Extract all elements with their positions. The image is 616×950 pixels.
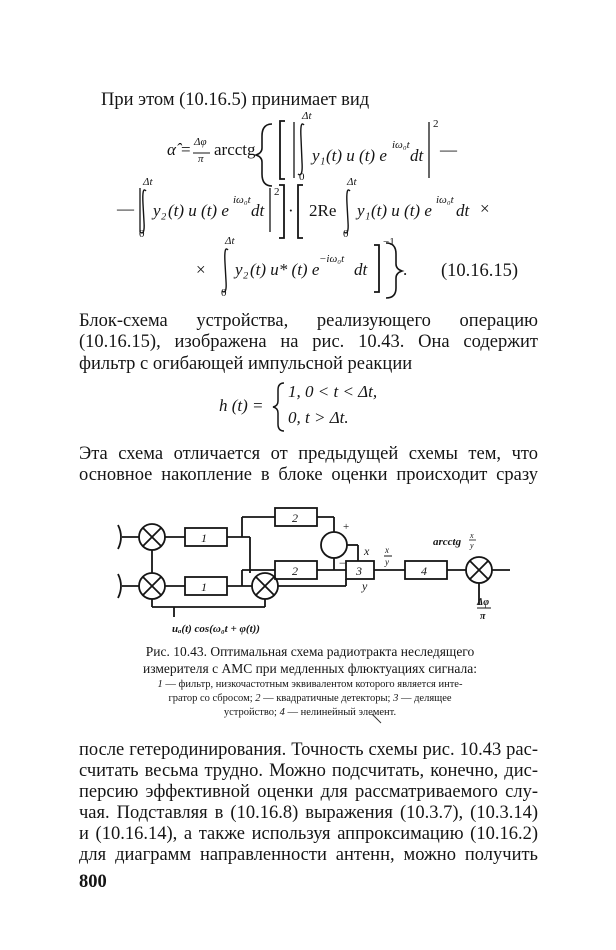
legend-text-4: — делящее: [398, 693, 452, 704]
dot-operator: ·: [288, 201, 294, 220]
term-y1-2: y₁: [357, 201, 371, 220]
period: .: [403, 260, 408, 279]
caption-line-2: измерителя с АМС при медленных флюктуациях сигнала:: [142, 661, 477, 676]
block-diagram: [0, 495, 616, 645]
subtractor: [321, 532, 347, 558]
exponent-pos-2: iω₀t: [233, 194, 251, 206]
legend-text-1: — фильтр, низкочастотным эквивалентом которого является инте-: [162, 679, 463, 690]
legend-num-3: 3: [393, 693, 399, 704]
legend-text-5: устройство;: [223, 707, 280, 718]
integral-upper-limit-4: Δt: [225, 235, 235, 247]
fraction-denominator: π: [198, 153, 204, 165]
exponent-neg: −iω₀t: [319, 253, 345, 265]
ratio-x: x: [385, 545, 389, 555]
paragraph-1-line-1: Блок-схема устройства, реализующего операцию: [79, 311, 538, 331]
exponent-pos-3: iω₀t: [436, 194, 454, 206]
term-y2-2: y₂: [235, 260, 249, 279]
differential-dt-3: dt: [456, 201, 470, 220]
scan-mark: [370, 713, 384, 725]
legend-text-2: гратор со сбросом;: [168, 693, 256, 704]
term-y1: y₁: [312, 146, 326, 165]
paragraph-1-line-3: фильтр с огибающей импульсной реакции: [79, 354, 413, 374]
term-u-2: (t) u (t) e: [168, 201, 229, 220]
label-block-1b: 1: [201, 580, 207, 594]
equals-sign: =: [181, 140, 191, 159]
input-signal-label: uₐ(t) cos(ω₀t + φ(t)): [172, 623, 260, 635]
integral-upper-limit: Δt: [302, 110, 312, 122]
legend-line-3: [101, 706, 519, 720]
term-y2: y₂: [153, 201, 167, 220]
paragraph-1-line-2: (10.16.15), изображена на рис. 10.43. Она содержит: [79, 332, 538, 352]
legend-line-1: [101, 678, 519, 692]
label-minus: −: [339, 556, 346, 570]
exponent-pos: iω₀t: [392, 139, 410, 151]
label-x: x: [364, 544, 370, 558]
output-denominator: π: [480, 611, 486, 622]
paragraph-3-line-1: после гетеродинирования. Точность схемы рис. 10.43 рас-: [79, 740, 538, 760]
output-numerator: Δφ: [477, 597, 490, 608]
figure-legend: [101, 678, 519, 720]
label-plus: +: [343, 521, 350, 533]
differential-dt-2: dt: [251, 201, 265, 220]
square-exponent: 2: [433, 118, 439, 130]
intro-text: При этом (10.16.5) принимает вид: [101, 90, 370, 110]
square-exponent-2: 2: [274, 186, 280, 198]
legend-text-3: — квадратичные детекторы;: [260, 693, 394, 704]
inverse-exponent: −1: [383, 236, 395, 248]
minus-sign: —: [440, 140, 457, 159]
times-sign-2: ×: [196, 260, 206, 279]
integral-upper-limit-3: Δt: [347, 176, 357, 188]
paragraph-3-line-5: и (10.16.14), а также используя аппроксимацию (10.16.2): [79, 824, 538, 844]
caption-line-1: Рис. 10.43. Оптимальная схема радиотракта неследящего: [145, 644, 475, 659]
h-equation-lhs: h (t) =: [219, 396, 264, 415]
legend-num-4: 4: [279, 707, 285, 718]
paragraph-2-line-1: Эта схема отличается от предыдущей схемы тем, что: [79, 444, 538, 464]
legend-num-1: 1: [157, 679, 163, 690]
integral-upper-limit-2: Δt: [143, 176, 153, 188]
paragraph-3-line-2: считать весьма трудно. Можно подсчитать, конечно, дис-: [79, 761, 538, 781]
arcctg-numerator: x: [470, 531, 474, 540]
two-re: 2Re: [309, 201, 337, 220]
page-number: 800: [79, 872, 107, 892]
paragraph-3-line-6: для диаграмм направленности антенн, можно получить: [79, 845, 538, 865]
times-sign: ×: [480, 199, 490, 218]
term-u-3: (t) u (t) e: [371, 201, 432, 220]
paragraph-2-line-2: основное накопление в блоке оценки происходит сразу: [79, 465, 538, 485]
legend-line-2: [101, 692, 519, 706]
term-u-star: (t) u* (t) e: [250, 260, 320, 279]
differential-dt-4: dt: [354, 260, 368, 279]
equation-brackets: [0, 0, 616, 300]
label-block-2b: 2: [292, 564, 298, 578]
fraction-numerator: Δφ: [194, 136, 207, 148]
ratio-y: y: [385, 557, 389, 567]
integral-lower-limit-4: 0: [221, 287, 227, 299]
differential-dt: dt: [410, 146, 424, 165]
label-y: y: [362, 579, 368, 593]
term-u: (t) u (t) e: [326, 146, 387, 165]
arcctg-denominator: y: [470, 541, 474, 550]
h-equation-case-2: 0, t > Δt.: [288, 408, 349, 427]
antenna-2-icon: [118, 574, 121, 598]
antenna-1-icon: [118, 525, 121, 549]
h-equation-case-1: 1, 0 < t < Δt,: [288, 382, 378, 401]
alpha-hat: α̂: [167, 140, 176, 159]
label-block-1a: 1: [201, 531, 207, 545]
paragraph-3-line-3: персию эффективной оценки для рассматриваемого слу-: [79, 782, 538, 802]
integral-lower-limit-2: 0: [139, 228, 145, 240]
label-block-3: 3: [356, 564, 362, 578]
legend-num-2: 2: [255, 693, 261, 704]
h-equation-brace: [272, 381, 286, 433]
equation-label: (10.16.15): [441, 261, 519, 281]
paragraph-3-line-4: чая. Подставляя в (10.16.8) выражения (10.3.7), (10.3.14): [79, 803, 538, 823]
minus-sign-2: —: [117, 199, 134, 218]
arcctg-function: arcctg: [214, 140, 256, 159]
integral-lower-limit-3: 0: [343, 228, 349, 240]
legend-text-6: — нелинейный элемент.: [284, 707, 397, 718]
figure-caption: [101, 643, 519, 677]
label-arcctg: arcctg: [433, 536, 462, 548]
integral-lower-limit: 0: [299, 171, 305, 183]
label-block-4: 4: [421, 564, 427, 578]
label-block-2a: 2: [292, 511, 298, 525]
